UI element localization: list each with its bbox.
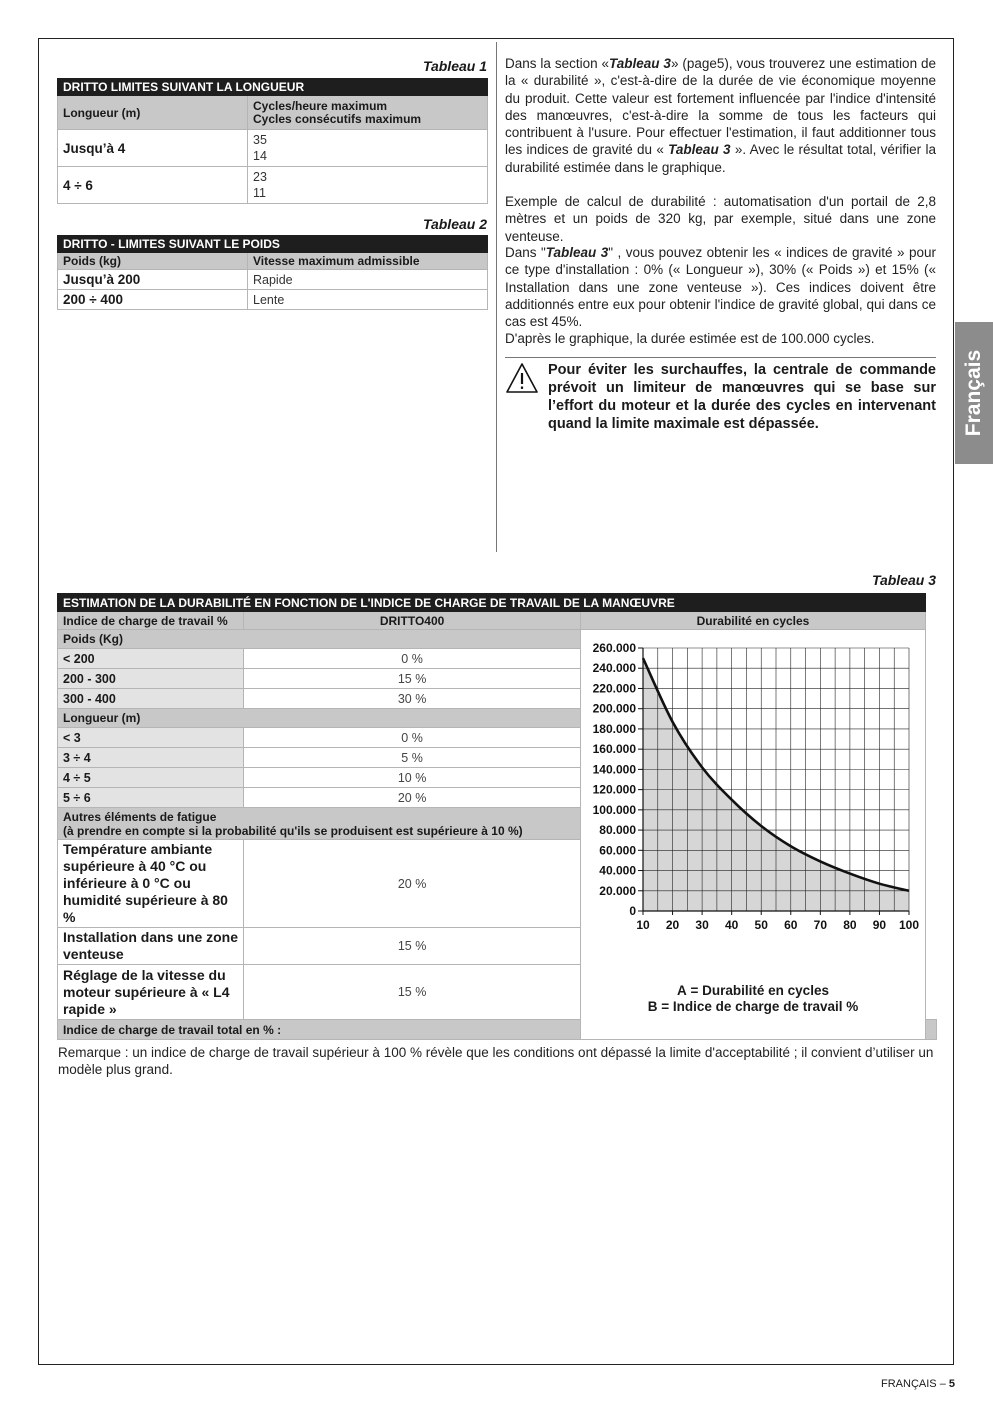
row-label: 300 - 400 [58,689,244,709]
tableau1-col1: Longueur (m) [58,96,248,130]
x-tick-label: 50 [754,918,768,932]
x-tick-label: 40 [724,918,739,932]
x-tick-label: 10 [636,918,650,932]
y-tick-label: 20.000 [599,883,636,898]
row-label: 200 - 300 [58,669,244,689]
row-label: 4 ÷ 5 [58,768,244,788]
row-label: 5 ÷ 6 [58,788,244,808]
row-label: 200 ÷ 400 [58,290,248,310]
value-cycles-consecutifs: 11 [253,186,266,200]
row-label: 3 ÷ 4 [58,748,244,768]
row-label: Installation dans une zone venteuse [58,928,244,965]
y-tick-label: 0 [629,904,636,918]
row-value: 20 % [244,788,581,808]
remark-paragraph: Remarque : un indice de charge de travail supérieur à 100 % révèle que les conditions ont dépassé la limite d'acceptabilité ; il convient d’utiliser un modèle plus grand. [58,1045,934,1078]
example-detail-paragraph: Dans "Tableau 3" , vous pouvez obtenir les « indices de gravité » pour ce type d'installation : 0% (« Longueur »), 30% (« Poids ») et 15% (« Installation dans une zone venteuse »). Ces indices doivent être additionnés entre eux pour obtenir l'indice de gravité global, qui dans ce cas est 45%. [505,245,936,330]
y-tick-label: 100.000 [592,802,636,817]
y-tick-label: 60.000 [599,843,636,858]
tableau2-caption: Tableau 2 [422,216,487,232]
x-tick-label: 20 [665,918,680,932]
row-values [248,167,488,204]
y-tick-label: 260.000 [592,641,636,655]
tableau3-caption: Tableau 3 [871,572,936,588]
y-tick-label: 140.000 [592,762,636,777]
value-cycles-heure: 23 [253,170,267,184]
legend-b: B = Indice de charge de travail % [647,999,859,1014]
total-value-cell [926,1020,937,1040]
x-tick-label: 90 [872,918,887,932]
example-paragraph: Exemple de calcul de durabilité : automatisation d'un portail de 2,8 mètres et un poids de 320 kg, par exemple, situé dans une zone venteuse. [505,194,936,244]
tableau3-title: ESTIMATION DE LA DURABILITÉ EN FONCTION DE L'INDICE DE CHARGE DE TRAVAIL DE LA MANŒUVRE [58,594,926,612]
warning-box [505,357,936,433]
row-value: 0 % [244,728,581,748]
y-tick-label: 240.000 [592,661,636,676]
section-poids: Poids (Kg) [58,630,581,649]
x-tick-label: 100 [898,918,920,932]
legend-a: A = Durabilité en cycles [677,983,829,998]
y-tick-label: 80.000 [599,823,636,838]
intro-paragraph: Dans la section «Tableau 3» (page5), vous trouverez une estimation de la « durabilité », c'est-à-dire de la durée de vie économique moyenne du produit. Cette valeur est fortement influencée par l'indice d'intensité des manœuvres, c'est-à-dire la somme de tous les facteurs qui contribuent à l'usure. Pour effectuer l'estimation, il faut additionner tous les indices de gravité du « Tableau 3 ». Avec le résultat total, vérifier la durabilité estimée dans le graphique. [505,56,936,175]
tableau1-col2b: Cycles consécutifs maximum [253,111,422,126]
value-cycles-consecutifs: 14 [253,149,267,163]
table-row [58,290,488,310]
row-values [248,130,488,167]
tableau1-title: DRITTO LIMITES SUIVANT LA LONGUEUR [58,79,488,96]
row-label: < 200 [58,649,244,669]
x-tick-label: 70 [813,918,828,932]
chart-legend [581,983,925,1015]
tableau2-title: DRITTO - LIMITES SUIVANT LE POIDS [58,236,488,253]
y-tick-label: 180.000 [592,721,636,736]
row-label: < 3 [58,728,244,748]
chart-cell [581,630,926,1040]
column-divider [496,42,497,552]
y-tick-label: 200.000 [592,701,636,716]
table-row [58,270,488,290]
section-longueur: Longueur (m) [58,709,581,728]
x-tick-label: 80 [843,918,857,932]
row-label: Température ambiante supérieure à 40 °C ou inférieure à 0 °C ou humidité supérieure à 80 % [58,840,244,928]
tableau1 [57,78,488,204]
table-row [58,167,488,204]
row-label: Jusqu’à 4 [58,130,248,167]
tableau1-col2a: Cycles/heure maximum [253,98,388,113]
tableau3-col3: Durabilité en cycles [581,612,926,630]
tableau3-col1: Indice de charge de travail % [58,612,244,630]
row-value: 15 % [244,669,581,689]
tableau2 [57,235,488,310]
row-value: 15 % [244,965,581,1020]
x-tick-label: 30 [695,918,709,932]
section-autres-title: Autres éléments de fatigue [63,809,217,824]
y-tick-label: 220.000 [592,681,636,696]
row-value: 0 % [244,649,581,669]
row-value: 10 % [244,768,581,788]
page-footer: FRANÇAIS – 5 [881,1378,955,1390]
row-label: Jusqu’à 200 [58,270,248,290]
tableau3-col2: DRITTO400 [244,612,581,630]
section-autres-note: (à prendre en compte si la probabilité qu'ils se produisent est supérieure à 10 %) [63,823,523,838]
row-value: 20 % [244,840,581,928]
tableau1-col2 [248,96,488,130]
row-value: 30 % [244,689,581,709]
result-paragraph: D'après le graphique, la durée estimée est de 100.000 cycles. [505,331,875,346]
warning-triangle-icon [505,362,539,394]
language-side-tab-label: Français [962,349,985,437]
row-label: 4 ÷ 6 [58,167,248,204]
value-cycles-heure: 35 [253,133,267,147]
tableau1-caption: Tableau 1 [422,58,487,74]
row-value: Lente [248,290,488,310]
row-label: Réglage de la vitesse du moteur supérieure à « L4 rapide » [58,965,244,1020]
tableau3 [57,593,937,1040]
y-tick-label: 40.000 [599,863,636,878]
row-value: Rapide [248,270,488,290]
row-value: 5 % [244,748,581,768]
warning-text: Pour éviter les surchauffes, la centrale de commande prévoit un limiteur de manœuvres qui se base sur l’effort du moteur et la durée des cycles en intervenant quand la limite maximale est dépassée. [548,362,936,432]
y-tick-label: 160.000 [592,742,636,757]
x-tick-label: 60 [784,918,798,932]
durability-chart [581,630,925,982]
y-tick-label: 120.000 [592,782,636,797]
section-autres [58,808,581,840]
total-label: Indice de charge de travail total en % : [58,1020,581,1040]
tableau2-col2: Vitesse maximum admissible [248,253,488,270]
row-value: 15 % [244,928,581,965]
tableau2-col1: Poids (kg) [58,253,248,270]
table-row [58,130,488,167]
language-side-tab[interactable] [955,322,993,464]
